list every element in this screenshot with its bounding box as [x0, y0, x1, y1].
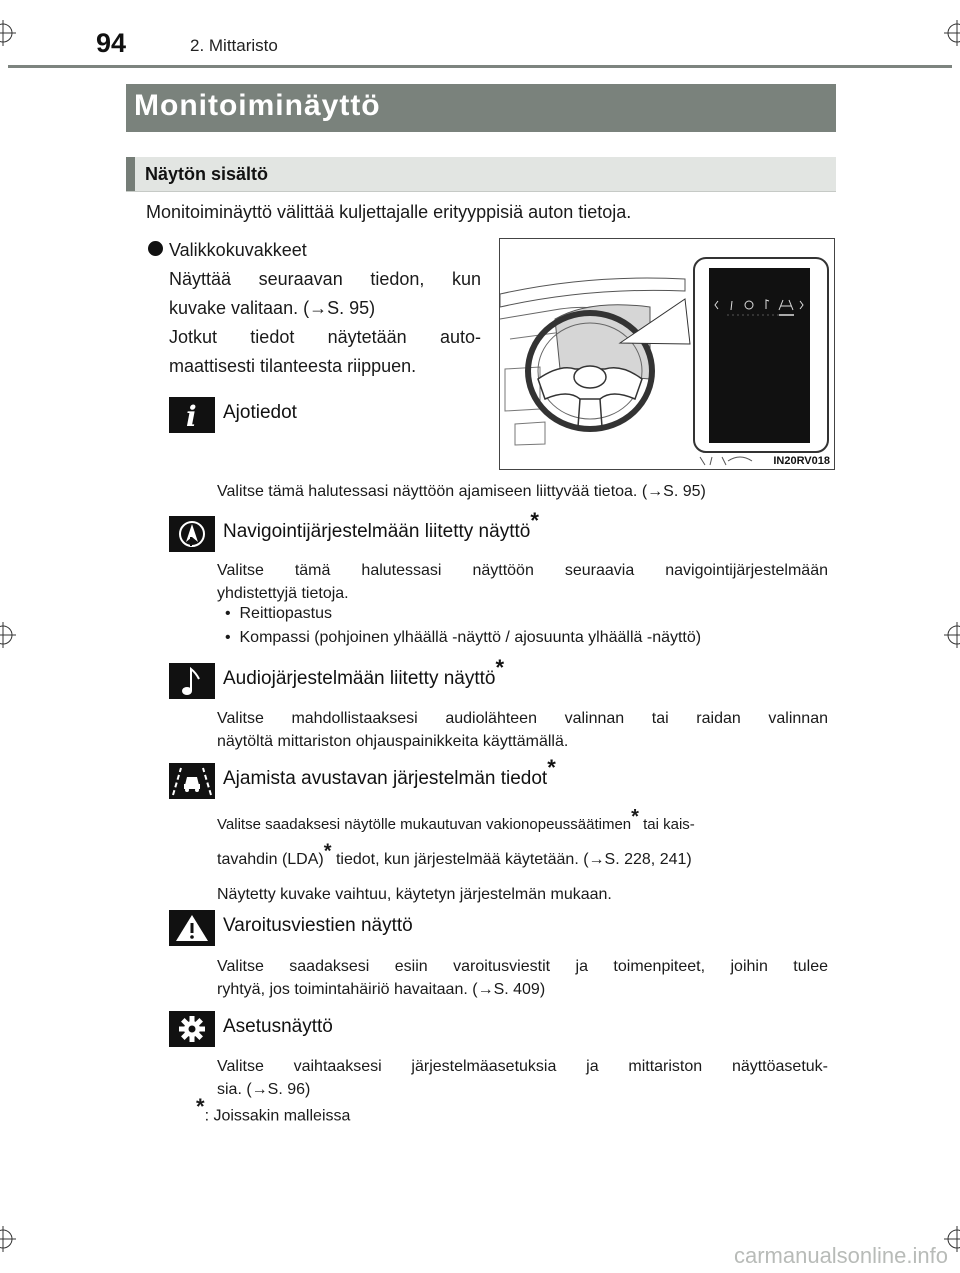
- item-title-audio: [223, 654, 505, 690]
- figure-code: IN20RV018: [773, 455, 830, 467]
- footnote: [196, 1094, 351, 1125]
- page-title-bar: [126, 84, 836, 132]
- section-header: [126, 157, 836, 192]
- intro-paragraph: Monitoiminäyttö välittää kuljettajalle erityyppisiä auton tietoja.: [146, 202, 632, 222]
- section-accent: [126, 157, 135, 191]
- item-desc-text: tiedot, kun järjestelmää käytetään. (→S. 228, 241): [331, 851, 692, 868]
- dashboard-illustration: [499, 238, 835, 470]
- item-desc-line: Valitse saadaksesi esiin varoitusviestit ja toimenpiteet, joihin tulee: [217, 958, 828, 975]
- item-title-navigation: [223, 507, 539, 543]
- bullet-line: Jotkut tiedot näytetään auto-: [169, 327, 481, 347]
- registration-mark-icon: [0, 1226, 16, 1252]
- driving-assist-icon: [169, 763, 215, 799]
- page-title: Monitoiminäyttö: [134, 89, 381, 122]
- dashboard-drawing: [500, 239, 833, 468]
- asterisk-mark: *: [547, 754, 556, 780]
- registration-mark-icon: [0, 20, 16, 46]
- asterisk-mark: *: [530, 507, 539, 533]
- item-desc-line: yhdistettyjä tietoja.: [217, 585, 349, 602]
- asterisk-mark: *: [495, 654, 505, 680]
- item-desc-line: Valitse mahdollistaaksesi audiolähteen valinnan tai raidan valinnan: [217, 710, 828, 727]
- item-title-driving-assist: [223, 754, 556, 790]
- item-desc-line: Valitse vaihtaaksesi järjestelmäasetuksia ja mittariston näyttöasetuk-: [217, 1058, 828, 1075]
- item-desc-line: [217, 842, 828, 877]
- asterisk-mark: *: [631, 806, 639, 828]
- chapter-label: 2. Mittaristo: [190, 36, 278, 55]
- item-desc: [217, 955, 828, 1001]
- item-desc-line: sia. (→S. 96): [217, 1081, 311, 1098]
- warning-icon: [169, 910, 215, 946]
- bullet-line: maattisesti tilanteesta riippuen.: [169, 356, 417, 376]
- bullet-line: kuvake valitaan. (→S. 95): [169, 298, 376, 318]
- bullet-block: [169, 236, 481, 381]
- item-title-ajotiedot: Ajotiedot: [223, 402, 297, 423]
- item-desc-text: tai kais-: [638, 816, 695, 833]
- bullet-dot-icon: [148, 241, 163, 256]
- section-title: Näytön sisältö: [145, 164, 269, 184]
- item-desc-line: Valitse tämä halutessasi näyttöön ajamiseen liittyvää tietoa. (→S. 95): [217, 483, 706, 500]
- info-icon: [169, 397, 215, 433]
- item-desc-line: näytöltä mittariston ohjauspainikkeita käyttämällä.: [217, 733, 569, 750]
- registration-mark-icon: [944, 622, 960, 648]
- item-desc-line: ryhtyä, jos toimintahäiriö havaitaan. (→S. 409): [217, 981, 546, 998]
- navigation-icon: [169, 516, 215, 552]
- item-desc-text: tavahdin (LDA): [217, 851, 324, 868]
- bullet-heading: Valikkokuvakkeet: [169, 240, 307, 260]
- item-desc: [217, 480, 828, 503]
- asterisk-mark: *: [323, 840, 332, 863]
- music-note-icon: [169, 663, 215, 699]
- item-desc-line: Valitse tämä halutessasi näyttöön seuraavia navigointijärjestelmään: [217, 562, 828, 579]
- page-number: 94: [96, 28, 127, 58]
- list-item-text: Reittiopastus: [239, 605, 332, 622]
- list-item: • Kompassi (pohjoinen ylhäällä -näyttö / ajosuunta ylhäällä -näyttö): [225, 629, 702, 646]
- item-title-text: Audiojärjestelmään liitetty näyttö: [223, 668, 496, 689]
- item-title-text: Ajamista avustavan järjestelmän tiedot: [223, 768, 548, 789]
- item-desc-line: Näytetty kuvake vaihtuu, käytetyn järjestelmän mukaan.: [217, 886, 612, 903]
- footnote-text: : Joissakin malleissa: [204, 1107, 351, 1125]
- registration-mark-icon: [0, 622, 16, 648]
- header-divider: [8, 65, 952, 68]
- asterisk-mark: *: [196, 1094, 205, 1119]
- watermark: carmanualsonline.info: [733, 1243, 948, 1268]
- svg-text:i: i: [186, 400, 197, 433]
- item-title-text: Navigointijärjestelmään liitetty näyttö: [223, 521, 531, 542]
- item-desc-line: [217, 807, 828, 842]
- list-item-text: Kompassi (pohjoinen ylhäällä -näyttö / ajosuunta ylhäällä -näyttö): [239, 629, 702, 646]
- list-item: • Reittiopastus: [225, 605, 332, 622]
- bullet-line: Näyttää seuraavan tiedon, kun: [169, 269, 481, 289]
- item-desc-text: Valitse saadaksesi näytölle mukautuvan vakionopeussäätimen: [217, 816, 632, 833]
- gear-icon: [169, 1011, 215, 1047]
- registration-mark-icon: [944, 20, 960, 46]
- item-title-warning: Varoitusviestien näyttö: [223, 915, 413, 936]
- item-title-settings: Asetusnäyttö: [223, 1016, 333, 1037]
- item-desc: [217, 807, 828, 912]
- item-desc: [217, 707, 828, 753]
- item-desc: [217, 559, 828, 605]
- item-desc: [217, 1055, 828, 1101]
